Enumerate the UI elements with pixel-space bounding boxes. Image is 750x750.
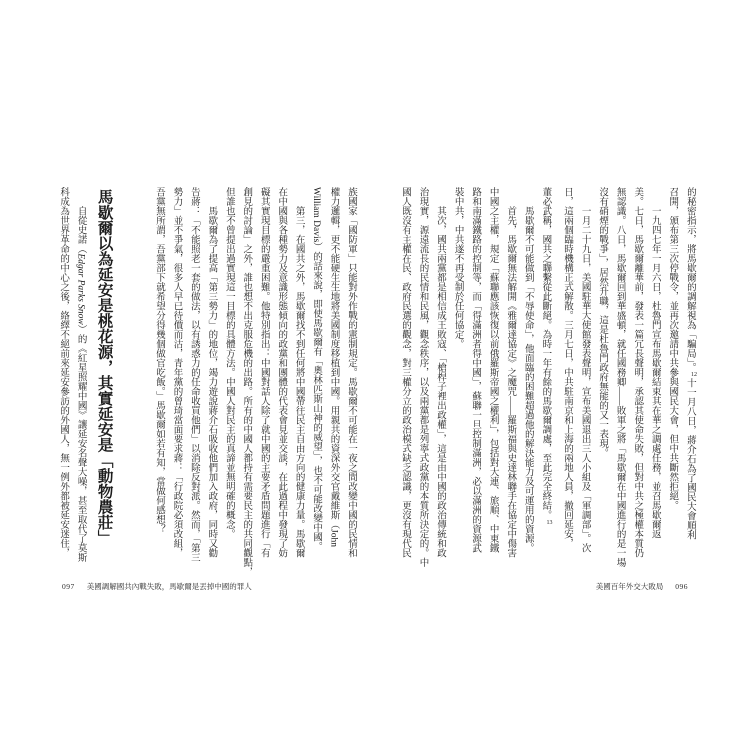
right-page-footer	[596, 582, 688, 592]
text-column: 裝中共，中共遂不再受制於任何協定。	[452, 187, 463, 349]
text-column	[71, 187, 88, 579]
running-title: 美國調解國共內戰失敗，馬歇爾是丟掉中國的罪人	[86, 582, 252, 591]
running-title: 美國百年外交大敗局	[595, 582, 664, 591]
text-column: 礙其實現目標的嚴重困難。他特別指出：中國對話人除了就中國的主要矛盾問題進行「有	[258, 187, 269, 558]
text-column: 首先，馬歇爾無法解開《雅爾達協定》之魔咒——羅斯福與史達林聯手在協定中傷害	[505, 206, 516, 558]
text-column: 科成為世界革命的中心之後，絡繹不絕前來延安參訪的外國人，無一例外都被延安迷住，	[58, 187, 69, 558]
text-column: 創見的討論」之外，誰也想不出克服危機的出路。所有的中國人都持有需要民主的共同觀點，	[241, 187, 252, 577]
page-number: 096	[675, 582, 688, 591]
left-page-body	[53, 187, 359, 579]
text-column: 路和南滿鐵路的控制等，而「得滿洲者得中國」，蘇聯一旦控制滿洲，必以滿洲的資源武	[470, 187, 481, 553]
text-column: William Davis）的話來說，即使馬歇爾有「奧林匹斯山神的威望」，也不可能改變中國。	[311, 187, 322, 552]
column-text: 十一月八日，蔣介石為了國民大會順利	[684, 378, 695, 540]
text-column: 族國家「國防軍」只能對外作戰的憲制規定。馬歇爾不可能在一夜之間改變中國的民情和	[346, 187, 356, 558]
section-heading: 馬歇爾以為延安是桃花源，其實延安是「動物農莊」	[95, 189, 114, 546]
footnote-marker: 12	[691, 372, 697, 379]
text-column: 吾黨無所謂，吾黨部下就希望分得幾個做官吃飯。」馬歇爾如若有知，當做何感想？	[154, 187, 165, 534]
text-column: 第三，在國共之外，馬歇爾找不到任何將中國帶往民主自由方向的健康力量。馬歇爾	[293, 206, 304, 558]
text-column: 沒有硝煙的戰爭」，居然升職，這是杜魯門政府無能的又一表現。	[597, 187, 608, 458]
text-column: 但誰也不曾提出過實現這一目標的具體方法。中國人對民主的真諦並無明確的概念。	[223, 187, 234, 539]
page-number: 097	[62, 582, 75, 591]
footnote-marker: 13	[546, 519, 553, 526]
text-column: 在中國與各種勢力及意識形態傾向的政黨和團體的代表會見並交談，在此過程中發現了妨	[276, 187, 287, 558]
text-column: 日，這兩個臨時機構正式解散。三月七日，中共駐南京和上海的兩地人員，撤回延安，	[562, 187, 573, 548]
text-column	[536, 187, 558, 579]
text-column: 中國之主權，規定「蘇聯應該恢復以前俄羅斯帝國之權利」，包括對大連、旅順、中東鐵	[487, 187, 498, 553]
latin-name: Edgar Parks Snow	[75, 253, 86, 325]
text-column: 召開，頒布第三次停戰令，並再次邀請中共參與國民大會，但中共斷然拒絕。	[667, 187, 678, 510]
text-column: 馬歇爾為了提高「第三勢力」的地位，竭力遊說蔣介石吸收他們加入政府，同時又勸	[206, 206, 217, 558]
left-page-footer	[62, 582, 252, 592]
text-column: 馬歇爾不可能做到「不辱使命」，他面臨的困難超過他的解決能力及可運用的資源。	[522, 206, 533, 553]
text-column: 權力邏輯，更不能硬生生地將美國制度移植到中國。用親共的資深外交官戴維斯（John	[328, 187, 339, 547]
right-page-body	[399, 187, 702, 579]
column-text: 的秘密指示，將馬歇爾的調解視為「騙局」。	[684, 187, 695, 373]
text-column: 一九四七年一月六日，杜魯門宣布馬歇爾結束其在華之調處任務，並召馬歇爾返	[649, 206, 660, 539]
text-column: 治現實，源遠流長的民情和民風，觀念秩序，以及兩黨都是列寧式政黨的本質所決定的。中	[417, 187, 428, 567]
column-text: 自從史諾（	[75, 206, 86, 254]
text-column: 國人既沒有主權在民、政府民選的觀念，對三權分立的政治模式缺乏認識，更沒有現代民	[399, 187, 410, 558]
text-column	[680, 187, 702, 579]
text-column: 勢力」並不爭氣，很多人早已待價而沽，青年黨的曾琦當面要求蔣：「行政院必須改組，	[171, 187, 182, 558]
text-column: 無認識。八日，馬歇爾回到華盛頓，就任國務卿——敗軍之將「馬歇爾在中國進行的是一場	[614, 187, 625, 567]
text-column: 其次，國共兩黨都是相信成王敗寇、「槍桿子裡出政權」，這是由中國的政治傳統和政	[435, 206, 446, 558]
column-text: ）的《紅星照耀中國》讓延安名聲大噪，甚至取代了莫斯	[75, 324, 86, 563]
text-column: 告蔣：「不能照老一套的做法，以有誘惑力的任命收買他們」以消除反對派。然而，「第三	[188, 187, 199, 563]
column-text: 董必武稱，國共之聯繫從此斷絕。為時一年有餘的馬歇爾調處，至此完全終結。	[540, 187, 551, 520]
text-column: 一月二十九日，美國駐華大使館發表聲明，宣布美國退出三人小組及「軍調部」。次	[579, 206, 590, 553]
text-column: 美。七日，馬歇爾離華前，發表一篇冗長聲明，承認其使命失敗，但對中共之極權本質仍	[632, 187, 643, 558]
